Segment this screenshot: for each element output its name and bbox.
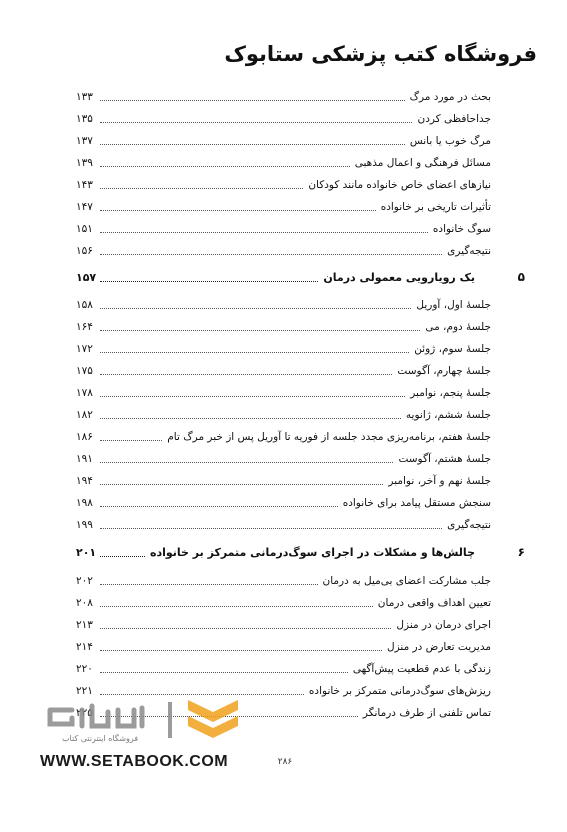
website-url[interactable]: WWW.SETABOOK.COM: [40, 753, 229, 770]
toc-entry: [76, 364, 491, 378]
toc-entry-title: جلسهٔ نهم و آخر، نوامبر: [388, 475, 491, 487]
leader-dots: [100, 506, 338, 507]
leader-dots: [100, 232, 428, 233]
leader-dots: [100, 210, 376, 211]
toc-entry: [76, 298, 491, 312]
toc-entry-title: سوگ خانواده: [432, 223, 491, 235]
toc-entry-page: ۱۸۲: [76, 409, 93, 421]
toc-entry: [76, 474, 491, 488]
toc-entry-title: تعیین اهداف واقعی درمان: [377, 597, 491, 609]
toc-entry: [76, 518, 491, 532]
toc-entry: [76, 320, 491, 334]
toc-entry-title: ریزش‌های سوگ‌درمانی متمرکز بر خانواده: [308, 685, 491, 697]
toc-entry-page: ۱۵۶: [76, 245, 93, 257]
toc-entry-page: ۱۷۲: [76, 343, 93, 355]
page-number: ۲۸۶: [277, 757, 293, 767]
toc-entry-page: ۲۲۵: [76, 707, 93, 719]
leader-dots: [100, 122, 412, 123]
toc-entry-page: ۱۷۸: [76, 387, 93, 399]
toc-entry: [76, 452, 491, 466]
toc-entry-title: جلسهٔ دوم، می: [425, 321, 491, 333]
toc-entry-page: ۲۱۴: [76, 641, 93, 653]
leader-dots: [100, 100, 405, 101]
toc-entry-page: ۲۲۰: [76, 663, 93, 675]
toc-entry-title: جداحافظی کردن: [417, 113, 491, 125]
toc-entry-page: ۲۱۳: [76, 619, 93, 631]
leader-dots: [100, 330, 420, 331]
toc-entry-title: نتیجه‌گیری: [447, 519, 491, 531]
toc-entry-title: نتیجه‌گیری: [447, 245, 491, 257]
leader-dots: [100, 308, 411, 309]
leader-dots: [100, 418, 401, 419]
toc-entry-title: تماس تلفنی از طرف درمانگر: [362, 707, 491, 719]
toc-entry: [76, 90, 491, 104]
toc-entry-title: نیازهای اعضای خاص خانواده مانند کودکان: [308, 179, 491, 191]
leader-dots: [100, 374, 392, 375]
chapter-number: ۵: [517, 270, 525, 284]
toc-entry: [76, 342, 491, 356]
toc-entry-title: جلسهٔ ششم، ژانویه: [405, 409, 491, 421]
toc-entry: [76, 618, 491, 632]
toc-entry-title: جلسهٔ چهارم، آگوست: [397, 365, 491, 377]
logo-subtitle: فروشگاه اینترنتی کتاب: [62, 734, 139, 743]
toc-entry-page: ۲۰۲: [76, 575, 93, 587]
toc-entry-title: زندگی با عدم قطعیت پیش‌آگهی: [352, 663, 491, 675]
toc-chapter: [76, 271, 475, 285]
toc-entry-title: جلسهٔ هفتم، برنامه‌ریزی مجدد جلسه از فوریه تا آوریل پس از خبر مرگ تام: [167, 431, 491, 443]
toc-entry-page: ۲۲۱: [76, 685, 93, 697]
toc-entry-title: جلسهٔ پنجم، نوامبر: [410, 387, 491, 399]
toc-entry-page: ۱۴۷: [76, 201, 93, 213]
toc-chapter: [76, 546, 475, 560]
leader-dots: [100, 281, 318, 282]
toc-entry-page: ۱۹۱: [76, 453, 93, 465]
leader-dots: [100, 166, 350, 167]
toc-entry-title: جلسهٔ هشتم، آگوست: [398, 453, 491, 465]
toc-chapter-title: یک رویارویی معمولی درمان: [323, 271, 475, 284]
leader-dots: [100, 396, 405, 397]
toc-entry: [76, 156, 491, 170]
toc-entry-page: ۱۳۷: [76, 135, 93, 147]
toc-entry-page: ۱۹۸: [76, 497, 93, 509]
leader-dots: [100, 672, 348, 673]
setabook-logo: [38, 692, 243, 752]
toc-entry-page: ۱۴۳: [76, 179, 93, 191]
toc-entry: [76, 112, 491, 126]
toc-entry: [76, 596, 491, 610]
toc-entry: [76, 200, 491, 214]
leader-dots: [100, 628, 391, 629]
leader-dots: [100, 188, 303, 189]
toc-entry-title: اجرای درمان در منزل: [396, 619, 491, 631]
toc-entry-title: جلسهٔ اول، آوریل: [416, 299, 491, 311]
leader-dots: [100, 556, 145, 557]
toc-entry: [76, 178, 491, 192]
toc-entry-title: مرگ خوب یا بانس: [409, 135, 491, 147]
toc-entry: [76, 222, 491, 236]
toc-entry-page: ۱۹۴: [76, 475, 93, 487]
toc-entry: [76, 386, 491, 400]
toc-entry: [76, 640, 491, 654]
toc-entry-page: ۱۵۸: [76, 299, 93, 311]
toc-entry: [76, 574, 491, 588]
toc-entry-title: تأثیرات تاریخی بر خانواده: [380, 201, 491, 213]
toc-entry-title: جلسهٔ سوم، ژوئن: [414, 343, 491, 355]
toc-entry: [76, 134, 491, 148]
toc-entry-page: ۱۶۴: [76, 321, 93, 333]
toc-chapter-page: ۱۵۷: [76, 271, 97, 284]
toc-entry-page: ۱۹۹: [76, 519, 93, 531]
toc-entry: [76, 496, 491, 510]
toc-entry-title: مسائل فرهنگی و اعمال مذهبی: [354, 157, 491, 169]
toc-entry-title: بحث در مورد مرگ: [409, 91, 491, 103]
leader-dots: [100, 606, 373, 607]
toc-entry-page: ۲۰۸: [76, 597, 93, 609]
leader-dots: [100, 484, 383, 485]
leader-dots: [100, 144, 405, 145]
chapter-number: ۶: [517, 545, 525, 559]
toc-entry-title: سنجش مستقل پیامد برای خانواده: [342, 497, 491, 509]
leader-dots: [100, 352, 409, 353]
page-header-title: فروشگاه کتب پزشکی ستابوک: [224, 42, 537, 66]
leader-dots: [100, 650, 382, 651]
leader-dots: [100, 254, 442, 255]
toc-chapter-page: ۲۰۱: [76, 546, 97, 559]
toc-chapter-title: چالش‌ها و مشکلات در اجرای سوگ‌درمانی متمرکز بر خانواده: [149, 546, 475, 559]
toc-entry: [76, 244, 491, 258]
leader-dots: [100, 462, 393, 463]
toc-entry: [76, 408, 491, 422]
toc-entry-title: مدیریت تعارض در منزل: [386, 641, 491, 653]
toc-entry-page: ۱۷۵: [76, 365, 93, 377]
leader-dots: [100, 528, 442, 529]
toc-entry-title: جلب مشارکت اعضای بی‌میل به درمان: [322, 575, 491, 587]
toc-entry: [76, 430, 491, 444]
toc-entry-page: ۱۳۵: [76, 113, 93, 125]
leader-dots: [100, 584, 318, 585]
toc-entry: [76, 662, 491, 676]
toc-entry-page: ۱۳۳: [76, 91, 93, 103]
leader-dots: [100, 440, 162, 441]
toc-entry-page: ۱۳۹: [76, 157, 93, 169]
toc-entry-page: ۱۵۱: [76, 223, 93, 235]
toc-entry-page: ۱۸۶: [76, 431, 93, 443]
